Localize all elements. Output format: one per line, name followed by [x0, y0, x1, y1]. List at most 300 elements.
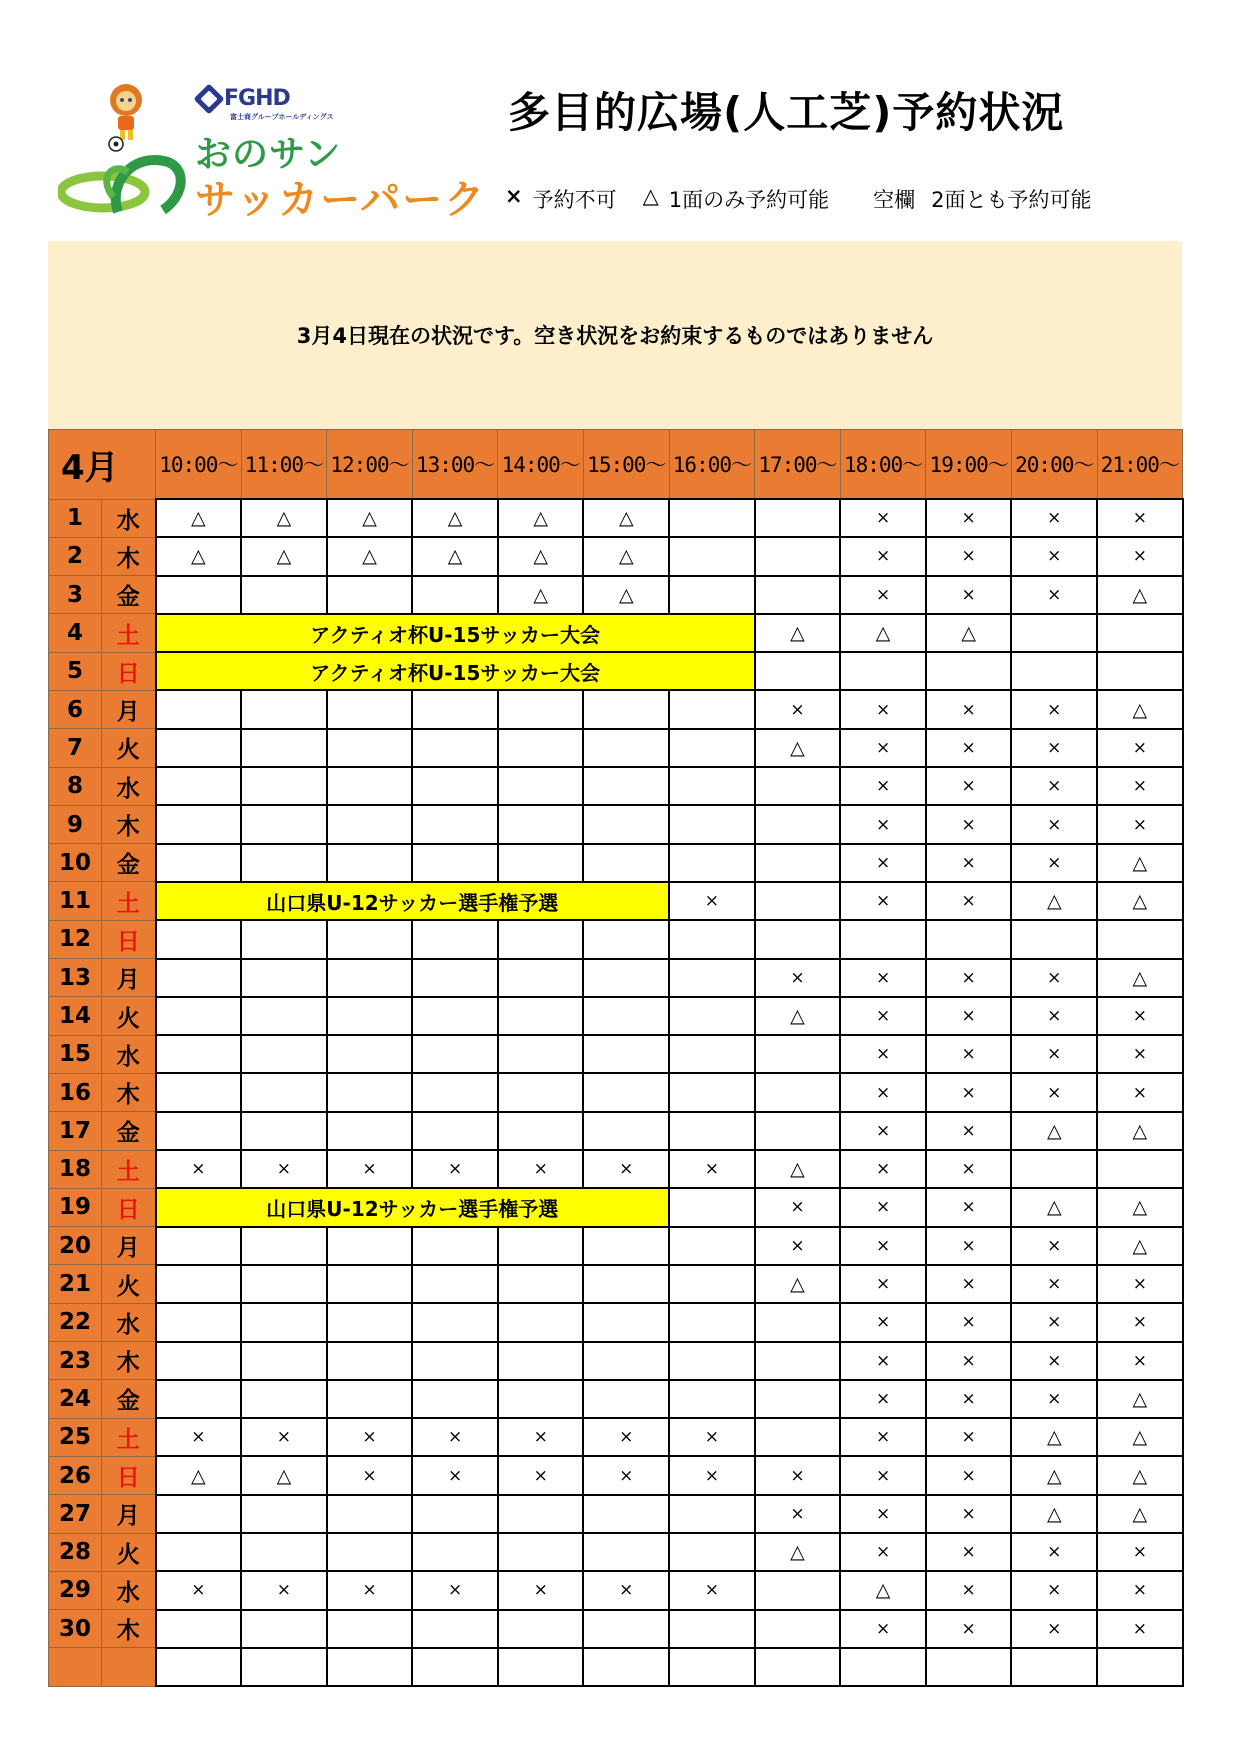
slot-available [755, 1571, 841, 1609]
table-row [49, 805, 1183, 843]
table-row [49, 614, 1183, 652]
slot-available [755, 805, 841, 843]
slot-unavailable: × [840, 1227, 926, 1265]
slot-unavailable: × [755, 690, 841, 728]
day-number: 28 [49, 1533, 102, 1571]
slot-available [241, 1342, 327, 1380]
slot-available [669, 1073, 755, 1111]
table-row [49, 1495, 1183, 1533]
slot-available [1097, 614, 1183, 652]
weekday-label: 火 [102, 1265, 156, 1303]
weekday-label: 木 [102, 1073, 156, 1111]
slot-one-field: △ [1011, 1188, 1097, 1226]
day-number: 6 [49, 690, 102, 728]
day-number: 14 [49, 997, 102, 1035]
reservation-table [48, 429, 1184, 1687]
slot-available [583, 1342, 669, 1380]
weekday-label: 土 [102, 1418, 156, 1456]
slot-unavailable: × [1011, 805, 1097, 843]
time-slot-header: 14:00～ [498, 430, 584, 500]
slot-available [241, 1265, 327, 1303]
slot-unavailable: × [840, 499, 926, 537]
slot-available [755, 1303, 841, 1341]
slot-available [583, 1648, 669, 1686]
day-number: 19 [49, 1188, 102, 1226]
slot-unavailable: × [1097, 805, 1183, 843]
time-slot-header: 10:00～ [156, 430, 242, 500]
slot-unavailable: × [926, 1227, 1012, 1265]
slot-available [755, 1035, 841, 1073]
slot-unavailable: × [926, 576, 1012, 614]
slot-available [1011, 1150, 1097, 1188]
slot-available [327, 729, 413, 767]
time-slot-header: 16:00～ [669, 430, 755, 500]
slot-unavailable: × [1097, 1073, 1183, 1111]
slot-available [327, 690, 413, 728]
fghd-wordmark: FGHD [224, 86, 290, 111]
slot-unavailable: × [926, 1456, 1012, 1494]
time-slot-header: 12:00～ [327, 430, 413, 500]
slot-unavailable: × [926, 997, 1012, 1035]
slot-available [156, 1265, 242, 1303]
weekday-label: 土 [102, 1150, 156, 1188]
slot-available [669, 1112, 755, 1150]
slot-unavailable: × [840, 959, 926, 997]
slot-one-field: △ [327, 499, 413, 537]
slot-unavailable: × [926, 1418, 1012, 1456]
time-slot-header: 11:00～ [241, 430, 327, 500]
slot-unavailable: × [1011, 1533, 1097, 1571]
slot-available [583, 844, 669, 882]
day-number: 30 [49, 1610, 102, 1648]
slot-one-field: △ [327, 537, 413, 575]
day-number: 1 [49, 499, 102, 537]
slot-one-field: △ [412, 537, 498, 575]
slot-available [583, 729, 669, 767]
slot-available [669, 1227, 755, 1265]
slot-one-field: △ [755, 1265, 841, 1303]
legend-blank-mark: 空欄 [873, 188, 916, 212]
slot-available [241, 997, 327, 1035]
slot-available [498, 920, 584, 958]
time-slot-header: 15:00～ [583, 430, 669, 500]
slot-available [669, 1610, 755, 1648]
table-row [49, 499, 1183, 537]
slot-available [156, 1342, 242, 1380]
slot-available [412, 805, 498, 843]
slot-available [1097, 920, 1183, 958]
slot-available [583, 1073, 669, 1111]
slot-available [327, 1073, 413, 1111]
slot-unavailable: × [1011, 1035, 1097, 1073]
slot-available [755, 1342, 841, 1380]
slot-available [241, 767, 327, 805]
table-row [49, 1610, 1183, 1648]
slot-unavailable: × [926, 1571, 1012, 1609]
slot-one-field: △ [1097, 882, 1183, 920]
slot-available [583, 1265, 669, 1303]
day-number: 24 [49, 1380, 102, 1418]
slot-unavailable: × [583, 1456, 669, 1494]
slot-available [241, 1495, 327, 1533]
fghd-logo [198, 88, 290, 110]
slot-available [669, 1188, 755, 1226]
slot-one-field: △ [241, 537, 327, 575]
slot-available [241, 1533, 327, 1571]
slot-available [498, 1495, 584, 1533]
slot-unavailable: × [840, 690, 926, 728]
slot-unavailable: × [1011, 690, 1097, 728]
slot-unavailable: × [755, 1495, 841, 1533]
slot-unavailable: × [926, 1112, 1012, 1150]
slot-available [241, 844, 327, 882]
slot-unavailable: × [1011, 576, 1097, 614]
slot-available [498, 1265, 584, 1303]
slot-available [156, 690, 242, 728]
slot-unavailable: × [669, 1418, 755, 1456]
day-number: 7 [49, 729, 102, 767]
weekday-label: 月 [102, 690, 156, 728]
slot-one-field: △ [1097, 1188, 1183, 1226]
weekday-label: 木 [102, 805, 156, 843]
slot-available [327, 1342, 413, 1380]
slot-available [583, 959, 669, 997]
slot-unavailable: × [926, 844, 1012, 882]
slot-available [1011, 652, 1097, 690]
slot-unavailable: × [840, 767, 926, 805]
slot-one-field: △ [156, 1456, 242, 1494]
slot-unavailable: × [840, 537, 926, 575]
slot-one-field: △ [1011, 1418, 1097, 1456]
day-number: 5 [49, 652, 102, 690]
day-number: 17 [49, 1112, 102, 1150]
slot-unavailable: × [412, 1571, 498, 1609]
weekday-label: 木 [102, 1610, 156, 1648]
slot-unavailable: × [1097, 1533, 1183, 1571]
slot-unavailable: × [669, 1456, 755, 1494]
slot-unavailable: × [926, 1188, 1012, 1226]
weekday-label: 水 [102, 499, 156, 537]
slot-one-field: △ [156, 499, 242, 537]
slot-unavailable: × [1011, 1571, 1097, 1609]
slot-one-field: △ [1011, 1495, 1097, 1533]
day-number: 8 [49, 767, 102, 805]
weekday-label: 火 [102, 1533, 156, 1571]
slot-unavailable: × [926, 1303, 1012, 1341]
slot-available [241, 576, 327, 614]
slot-unavailable: × [926, 767, 1012, 805]
slot-available [669, 1342, 755, 1380]
slot-unavailable: × [840, 1495, 926, 1533]
slot-unavailable: × [840, 729, 926, 767]
day-number: 23 [49, 1342, 102, 1380]
slot-available [498, 1342, 584, 1380]
weekday-label: 木 [102, 1342, 156, 1380]
slot-unavailable: × [840, 1073, 926, 1111]
slot-available [669, 1380, 755, 1418]
slot-unavailable: × [926, 1533, 1012, 1571]
slot-available [583, 1227, 669, 1265]
weekday-label: 金 [102, 1112, 156, 1150]
slot-available [156, 576, 242, 614]
table-row [49, 1188, 1183, 1226]
slot-one-field: △ [412, 499, 498, 537]
slot-available [1011, 1648, 1097, 1686]
slot-available [412, 1035, 498, 1073]
slot-available [669, 537, 755, 575]
table-row [49, 1456, 1183, 1494]
slot-unavailable: × [840, 805, 926, 843]
slot-available [241, 1648, 327, 1686]
notice-banner [48, 241, 1182, 429]
table-row [49, 1112, 1183, 1150]
table-row [49, 959, 1183, 997]
slot-available [412, 920, 498, 958]
swirl-emblem-icon [58, 142, 198, 217]
day-number: 25 [49, 1418, 102, 1456]
slot-available [669, 959, 755, 997]
slot-available [669, 1035, 755, 1073]
slot-available [669, 805, 755, 843]
table-row [49, 537, 1183, 575]
slot-available [755, 844, 841, 882]
slot-unavailable: × [926, 1495, 1012, 1533]
day-number: 3 [49, 576, 102, 614]
slot-unavailable: × [755, 1456, 841, 1494]
slot-available [241, 690, 327, 728]
day-number [49, 1648, 102, 1686]
table-header-row [49, 430, 1183, 500]
time-slot-header: 18:00～ [840, 430, 926, 500]
slot-available [583, 1035, 669, 1073]
day-number: 15 [49, 1035, 102, 1073]
slot-available [156, 959, 242, 997]
slot-available [755, 767, 841, 805]
day-number: 27 [49, 1495, 102, 1533]
weekday-label: 月 [102, 1227, 156, 1265]
slot-unavailable: × [498, 1418, 584, 1456]
slot-unavailable: × [840, 1035, 926, 1073]
slot-one-field: △ [755, 1533, 841, 1571]
day-number: 9 [49, 805, 102, 843]
slot-unavailable: × [583, 1418, 669, 1456]
slot-unavailable: × [840, 576, 926, 614]
slot-available [498, 997, 584, 1035]
slot-available [412, 959, 498, 997]
table-row [49, 1571, 1183, 1609]
day-number: 21 [49, 1265, 102, 1303]
slot-unavailable: × [498, 1456, 584, 1494]
slot-available [241, 959, 327, 997]
slot-available [498, 767, 584, 805]
weekday-label: 水 [102, 767, 156, 805]
slot-available [156, 844, 242, 882]
weekday-label: 日 [102, 920, 156, 958]
day-number: 29 [49, 1571, 102, 1609]
slot-available [327, 1112, 413, 1150]
table-row [49, 1265, 1183, 1303]
slot-available [498, 729, 584, 767]
slot-unavailable: × [1011, 1342, 1097, 1380]
slot-available [498, 805, 584, 843]
table-row [49, 1648, 1183, 1686]
slot-available [498, 1112, 584, 1150]
table-row [49, 1150, 1183, 1188]
slot-available [498, 690, 584, 728]
slot-available [669, 844, 755, 882]
slot-available [1097, 1150, 1183, 1188]
slot-one-field: △ [1097, 959, 1183, 997]
slot-available [412, 997, 498, 1035]
slot-one-field: △ [1097, 1495, 1183, 1533]
legend [505, 184, 1118, 214]
slot-available [583, 1495, 669, 1533]
slot-unavailable: × [755, 959, 841, 997]
table-row [49, 1533, 1183, 1571]
day-number: 2 [49, 537, 102, 575]
slot-unavailable: × [583, 1571, 669, 1609]
slot-one-field: △ [241, 1456, 327, 1494]
slot-unavailable: × [1097, 767, 1183, 805]
slot-available [156, 1610, 242, 1648]
slot-available [412, 1610, 498, 1648]
slot-one-field: △ [755, 997, 841, 1035]
slot-one-field: △ [1097, 1456, 1183, 1494]
slot-unavailable: × [156, 1571, 242, 1609]
slot-one-field: △ [1011, 882, 1097, 920]
slot-unavailable: × [926, 882, 1012, 920]
slot-unavailable: × [1011, 767, 1097, 805]
month-header: 4月 [49, 430, 156, 500]
slot-available [498, 1303, 584, 1341]
table-row [49, 767, 1183, 805]
weekday-label: 水 [102, 1035, 156, 1073]
slot-available [755, 920, 841, 958]
slot-unavailable: × [926, 1035, 1012, 1073]
slot-unavailable: × [926, 1342, 1012, 1380]
slot-available [327, 1035, 413, 1073]
brand-name-line2: サッカーパーク [195, 177, 487, 223]
park-logo [58, 82, 498, 223]
table-row [49, 882, 1183, 920]
table-row [49, 1418, 1183, 1456]
event-block: アクティオ杯U-15サッカー大会 [156, 614, 755, 652]
weekday-label: 日 [102, 1456, 156, 1494]
slot-unavailable: × [1011, 537, 1097, 575]
slot-available [669, 767, 755, 805]
slot-unavailable: × [926, 499, 1012, 537]
slot-available [156, 729, 242, 767]
slot-available [241, 1610, 327, 1648]
slot-available [327, 997, 413, 1035]
slot-unavailable: × [1097, 499, 1183, 537]
slot-one-field: △ [1097, 1380, 1183, 1418]
slot-one-field: △ [1097, 1227, 1183, 1265]
slot-unavailable: × [1011, 1073, 1097, 1111]
slot-unavailable: × [840, 1150, 926, 1188]
slot-available [583, 767, 669, 805]
day-number: 18 [49, 1150, 102, 1188]
slot-available [755, 1112, 841, 1150]
slot-available [755, 1380, 841, 1418]
slot-available [926, 920, 1012, 958]
slot-available [156, 920, 242, 958]
slot-one-field: △ [755, 1150, 841, 1188]
slot-unavailable: × [1011, 1303, 1097, 1341]
slot-unavailable: × [926, 959, 1012, 997]
slot-unavailable: × [241, 1418, 327, 1456]
slot-unavailable: × [1097, 1342, 1183, 1380]
slot-available [1097, 1648, 1183, 1686]
slot-available [412, 1073, 498, 1111]
day-number: 26 [49, 1456, 102, 1494]
slot-unavailable: × [840, 1265, 926, 1303]
slot-available [327, 1533, 413, 1571]
slot-available [669, 690, 755, 728]
slot-available [156, 1495, 242, 1533]
slot-one-field: △ [498, 499, 584, 537]
slot-available [241, 1035, 327, 1073]
slot-one-field: △ [241, 499, 327, 537]
slot-available [412, 576, 498, 614]
slot-available [327, 844, 413, 882]
table-body [49, 499, 1183, 1686]
legend-one-field-label: 1面のみ予約可能 [668, 188, 830, 212]
legend-one-field-mark: △ [642, 184, 659, 208]
table-row [49, 729, 1183, 767]
slot-unavailable: × [327, 1418, 413, 1456]
table-row [49, 652, 1183, 690]
slot-unavailable: × [1097, 1610, 1183, 1648]
table-row [49, 1073, 1183, 1111]
slot-available [241, 1227, 327, 1265]
slot-available [498, 1035, 584, 1073]
notice-text: 3月4日現在の状況です。空き状況をお約束するものではありません [296, 324, 934, 348]
slot-one-field: △ [583, 537, 669, 575]
slot-available [840, 920, 926, 958]
slot-unavailable: × [1097, 729, 1183, 767]
slot-available [669, 997, 755, 1035]
weekday-label: 金 [102, 576, 156, 614]
slot-available [669, 920, 755, 958]
weekday-label: 木 [102, 537, 156, 575]
slot-available [412, 729, 498, 767]
slot-available [327, 767, 413, 805]
weekday-label: 日 [102, 652, 156, 690]
time-slot-header: 20:00～ [1011, 430, 1097, 500]
slot-unavailable: × [1011, 959, 1097, 997]
slot-unavailable: × [926, 805, 1012, 843]
slot-one-field: △ [1097, 1112, 1183, 1150]
legend-unavailable-mark: × [505, 184, 523, 208]
slot-unavailable: × [669, 882, 755, 920]
slot-available [241, 729, 327, 767]
slot-available [669, 1648, 755, 1686]
event-block: 山口県U-12サッカー選手権予選 [156, 1188, 670, 1226]
slot-available [755, 882, 841, 920]
slot-one-field: △ [840, 1571, 926, 1609]
slot-unavailable: × [1011, 1380, 1097, 1418]
slot-available [669, 1265, 755, 1303]
slot-available [241, 1303, 327, 1341]
slot-unavailable: × [1097, 1035, 1183, 1073]
slot-available [156, 1648, 242, 1686]
slot-available [327, 1648, 413, 1686]
table-row [49, 997, 1183, 1035]
slot-available [156, 1380, 242, 1418]
slot-available [327, 805, 413, 843]
slot-unavailable: × [1011, 1610, 1097, 1648]
